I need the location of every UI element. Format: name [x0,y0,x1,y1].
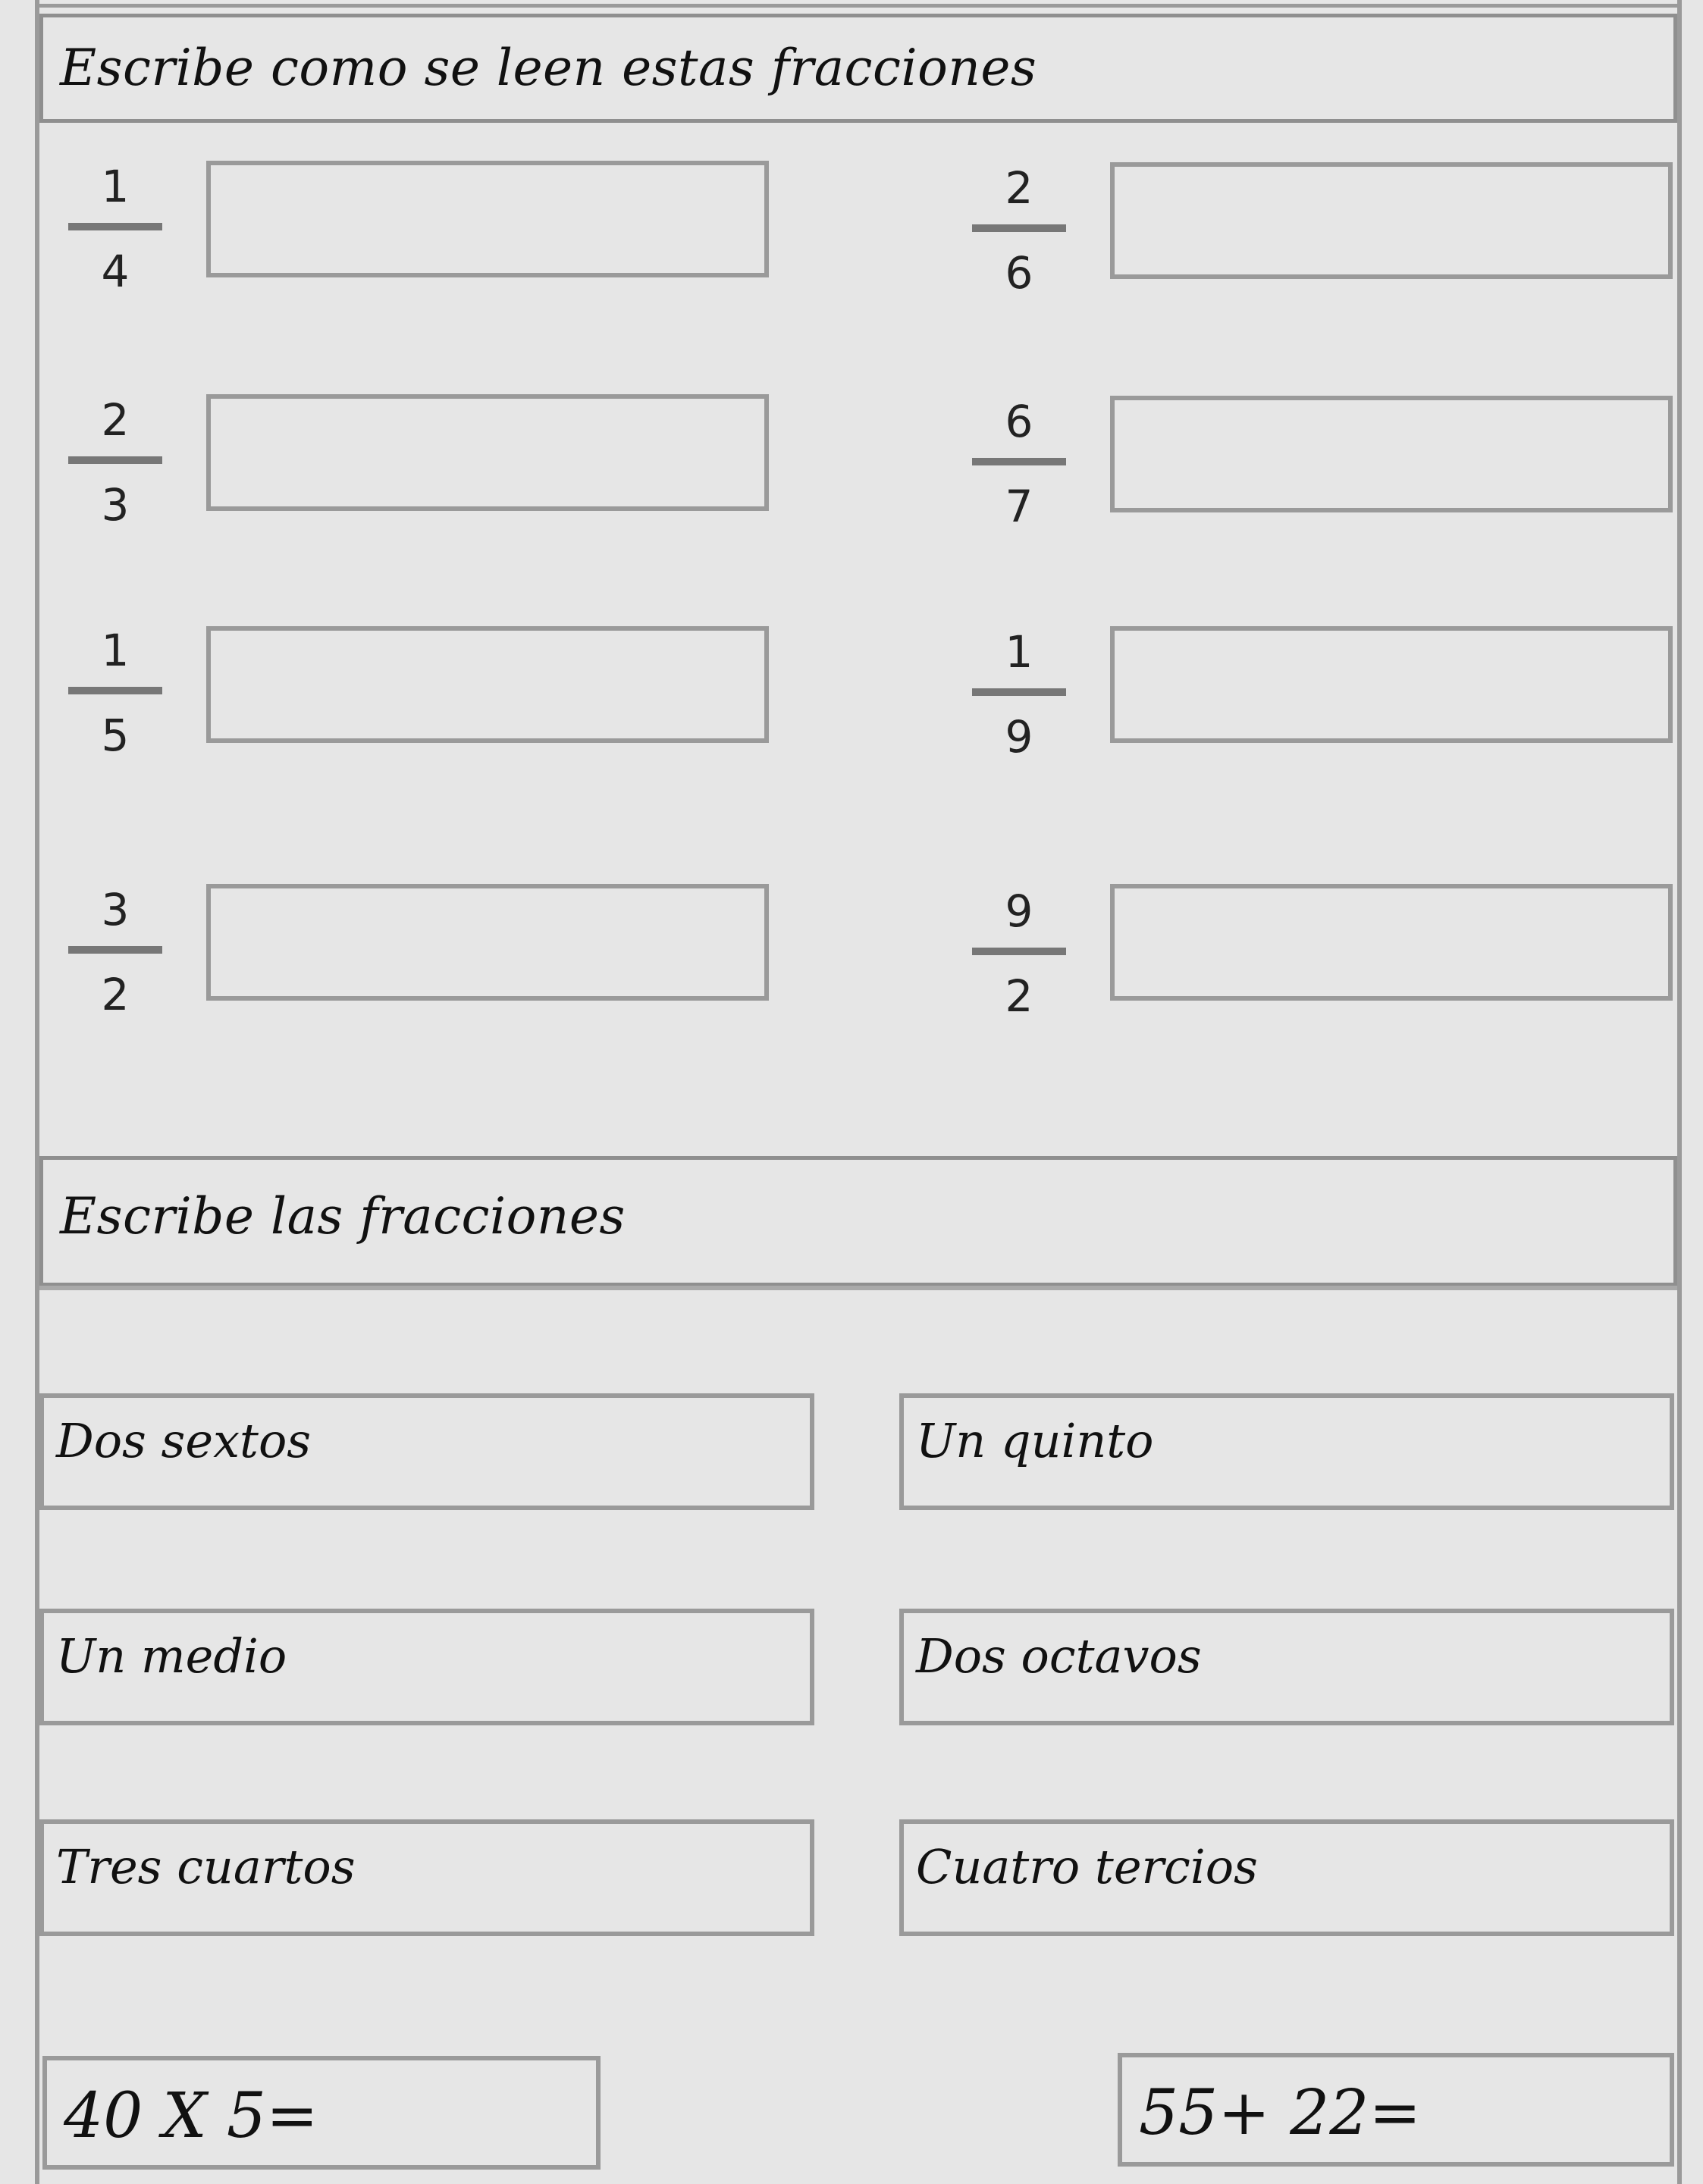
word-fraction-label: Cuatro tercios [916,1839,1258,1894]
fraction-bar [972,688,1066,696]
word-fraction-label: Un quinto [916,1413,1154,1468]
fraction-3 [62,394,168,531]
numerator: 2 [101,394,130,446]
math-problem-box[interactable] [42,2056,601,2170]
denominator: 3 [101,479,130,531]
word-fraction-box[interactable] [899,1819,1674,1936]
fraction-bar [68,223,162,230]
section-title: Escribe como se leen estas fracciones [60,39,1037,97]
word-fraction-box[interactable] [39,1819,814,1936]
word-fraction-box[interactable] [39,1609,814,1725]
fraction-2 [966,162,1072,299]
word-fraction-label: Dos sextos [56,1413,312,1468]
top-rule [39,0,1677,8]
word-fraction-label: Tres cuartos [56,1839,356,1894]
math-expression: 55+ 22= [1139,2077,1422,2149]
answer-field-1[interactable] [206,161,769,277]
fraction-bar [972,458,1066,465]
word-fraction-label: Dos octavos [916,1628,1202,1684]
math-expression: 40 X 5= [64,2080,318,2152]
denominator: 7 [1005,481,1033,532]
denominator: 6 [1005,247,1033,299]
denominator: 2 [101,969,130,1020]
fraction-5 [62,625,168,761]
answer-field-5[interactable] [206,626,769,743]
word-fraction-box[interactable] [39,1393,814,1510]
fraction-bar [68,456,162,464]
section-header-write-fractions [39,1156,1677,1286]
answer-field-7[interactable] [206,884,769,1001]
fraction-6 [966,626,1072,763]
answer-field-8[interactable] [1110,884,1673,1001]
answer-field-4[interactable] [1110,396,1673,512]
fraction-4 [966,396,1072,532]
fraction-bar [972,224,1066,232]
divider [39,1286,1677,1290]
numerator: 6 [1005,396,1033,447]
answer-field-6[interactable] [1110,626,1673,743]
fraction-bar [972,948,1066,955]
answer-field-2[interactable] [1110,162,1673,279]
word-fraction-box[interactable] [899,1393,1674,1510]
denominator: 2 [1005,970,1033,1022]
fraction-bar [68,687,162,694]
denominator: 4 [101,246,130,297]
denominator: 5 [101,710,130,761]
denominator: 9 [1005,711,1033,763]
answer-field-3[interactable] [206,394,769,511]
fraction-7 [62,884,168,1020]
math-problem-box[interactable] [1118,2053,1674,2167]
word-fraction-box[interactable] [899,1609,1674,1725]
numerator: 3 [101,884,130,935]
numerator: 9 [1005,885,1033,937]
numerator: 2 [1005,162,1033,214]
fraction-1 [62,161,168,297]
section-title: Escribe las fracciones [60,1187,626,1246]
fraction-bar [68,946,162,954]
word-fraction-label: Un medio [56,1628,287,1684]
numerator: 1 [101,625,130,676]
fraction-8 [966,885,1072,1022]
numerator: 1 [1005,626,1033,678]
numerator: 1 [101,161,130,212]
section-header-read-fractions [39,14,1677,123]
